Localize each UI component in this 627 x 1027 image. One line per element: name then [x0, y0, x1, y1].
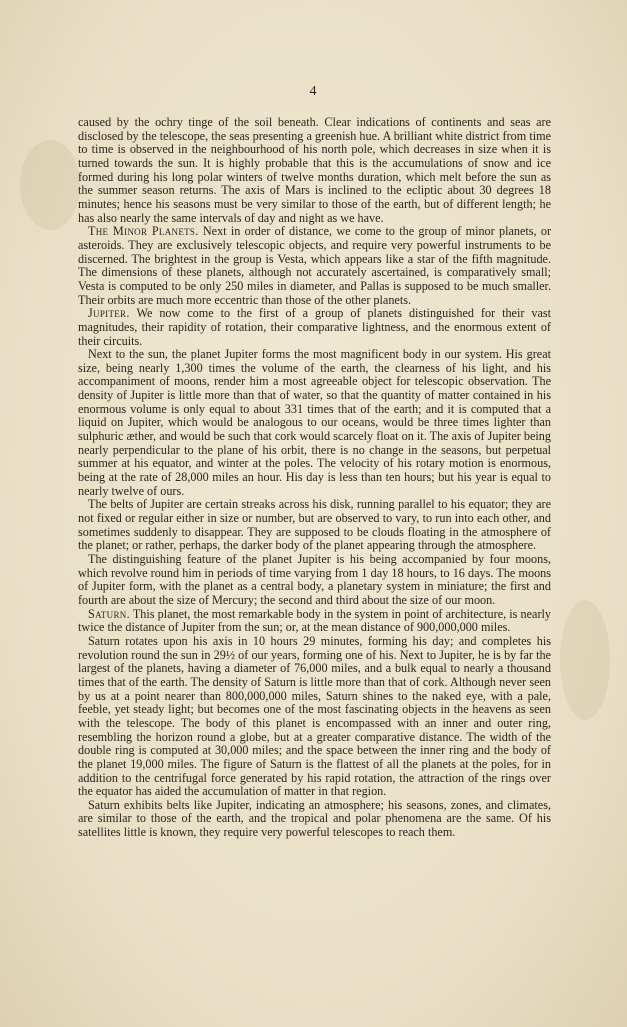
body-text	[78, 116, 551, 840]
paragraph-jupiter-moons: The distinguishing feature of the planet Jupiter is his being accompanied by four moons, which revolve round him in periods of time varying from 1 day 18 hours, to 16 days. The moons of Jupiter form, with the planet as a central body, a planetary system in miniature; the first and fourth are about the size of Mercury; the second and third about the size of our moon.	[78, 552, 551, 607]
section-heading: Jupiter.	[88, 306, 130, 321]
section-heading: Saturn.	[88, 606, 130, 621]
paragraph-saturn-intro: Saturn. This planet, the most remarkable body in the system in point of architecture, is nearly twice the distance of Jupiter from the sun; or, at the mean distance of 900,000,000 miles.	[78, 606, 551, 635]
paragraph-mars-continued: caused by the ochry tinge of the soil beneath. Clear indications of continents and seas are disclosed by the telescope, the seas presenting a greenish hue. A brilliant white district from time to time is observed in the neighbourhood of his north pole, which decreases in size when it is turned towards the sun. It is highly probable that this is the accumulations of snow and ice formed during his long polar winters of twelve months duration, which melt before the sun as the summer season returns. The axis of Mars is inclined to the ecliptic about 30 degrees 18 minutes; hence his seasons must be very similar to those of the earth, but of different length; he has also nearly the same intervals of day and night as we have.	[78, 115, 551, 225]
paragraph-minor-planets: The Minor Planets. Next in order of distance, we come to the group of minor planets, or asteroids. They are exclusively telescopic objects, and require very powerful instruments to be discerned. The brightest in the group is Vesta, which appears like a star of the fifth magnitude. The dimensions of these planets, although not accurately ascertained, is comparatively small; Vesta is computed to be only 250 miles in diameter, and Pallas is supposed to be much smaller. Their orbits are much more eccentric than those of the other planets.	[78, 224, 552, 307]
paper-stain	[20, 140, 80, 230]
page-number: 4	[309, 84, 318, 99]
paragraph-jupiter-size: Next to the sun, the planet Jupiter forms the most magnificent body in our system. His great size, being nearly 1,300 times the volume of the earth, the clearness of his light, and his accompaniment of moons, render him a most agreeable object for telescopic observation. The density of Jupiter is little more than that of water, so that the quantity of matter contained in his enormous volume is only equal to about 331 times that of the earth; and it is computed that a liquid on Jupiter, which would be analogous to our oceans, would be three times lighter than sulphuric æther, and would be such that cork would scarcely float on it. The axis of Jupiter being nearly perpendicular to the plane of his orbit, there is no change in the seasons, but perpetual summer at his equator, and winter at the poles. The velocity of his rotary motion is enormous, being at the rate of 28,000 miles an hour. His day is less than ten hours; but his year is equal to nearly twelve of ours.	[78, 347, 551, 498]
paper-stain	[560, 600, 610, 720]
paragraph-saturn-belts: Saturn exhibits belts like Jupiter, indicating an atmosphere; his seasons, zones, and climates, are similar to those of the earth, and the tropical and polar phenomena are the same. Of his satellites little is known, they require very powerful telescopes to reach them.	[78, 797, 551, 840]
paragraph-jupiter-belts: The belts of Jupiter are certain streaks across his disk, running parallel to his equator; they are not fixed or regular either in size or number, but are observed to vary, to run into each other, and sometimes suddenly to disappear. They are supposed to be clouds floating in the atmosphere of the planet; or rather, perhaps, the darker body of the planet appearing through the atmosphere.	[78, 497, 551, 553]
paragraph-saturn-rotation: Saturn rotates upon his axis in 10 hours 29 minutes, forming his day; and completes his revolution round the sun in 29½ of our years, forming one of his. Next to Jupiter, he is by far the largest of the planets, having a diameter of 76,000 miles, and a bulk equal to nearly a thousand times that of the earth. The density of Saturn is little more than that of cork. Although never seen by us at a point nearer than 800,000,000 miles, Saturn shines to the naked eye, with a pale, feeble, yet steady light; but becomes one of the most fascinating objects in the heavens as seen with the telescope. The body of this planet is encompassed with an inner and outer ring, resembling the horizon round a globe, but at a greater comparative distance. The width of the double ring is computed at 30,000 miles; and the space between the inner ring and the body of the planet 19,000 miles. The figure of Saturn is the flattest of all the planets at the poles, for in addition to the centrifugal force generated by his rapid rotation, the attraction of the rings over the equator has aided the accumulation of matter in that region.	[78, 633, 551, 799]
paragraph-jupiter-intro: Jupiter. We now come to the first of a group of planets distinguished for their vast magnitudes, their rapidity of rotation, their comparative lightness, and the enormous extent of their circuits.	[78, 306, 551, 348]
section-heading: The Minor Planets.	[88, 224, 199, 239]
